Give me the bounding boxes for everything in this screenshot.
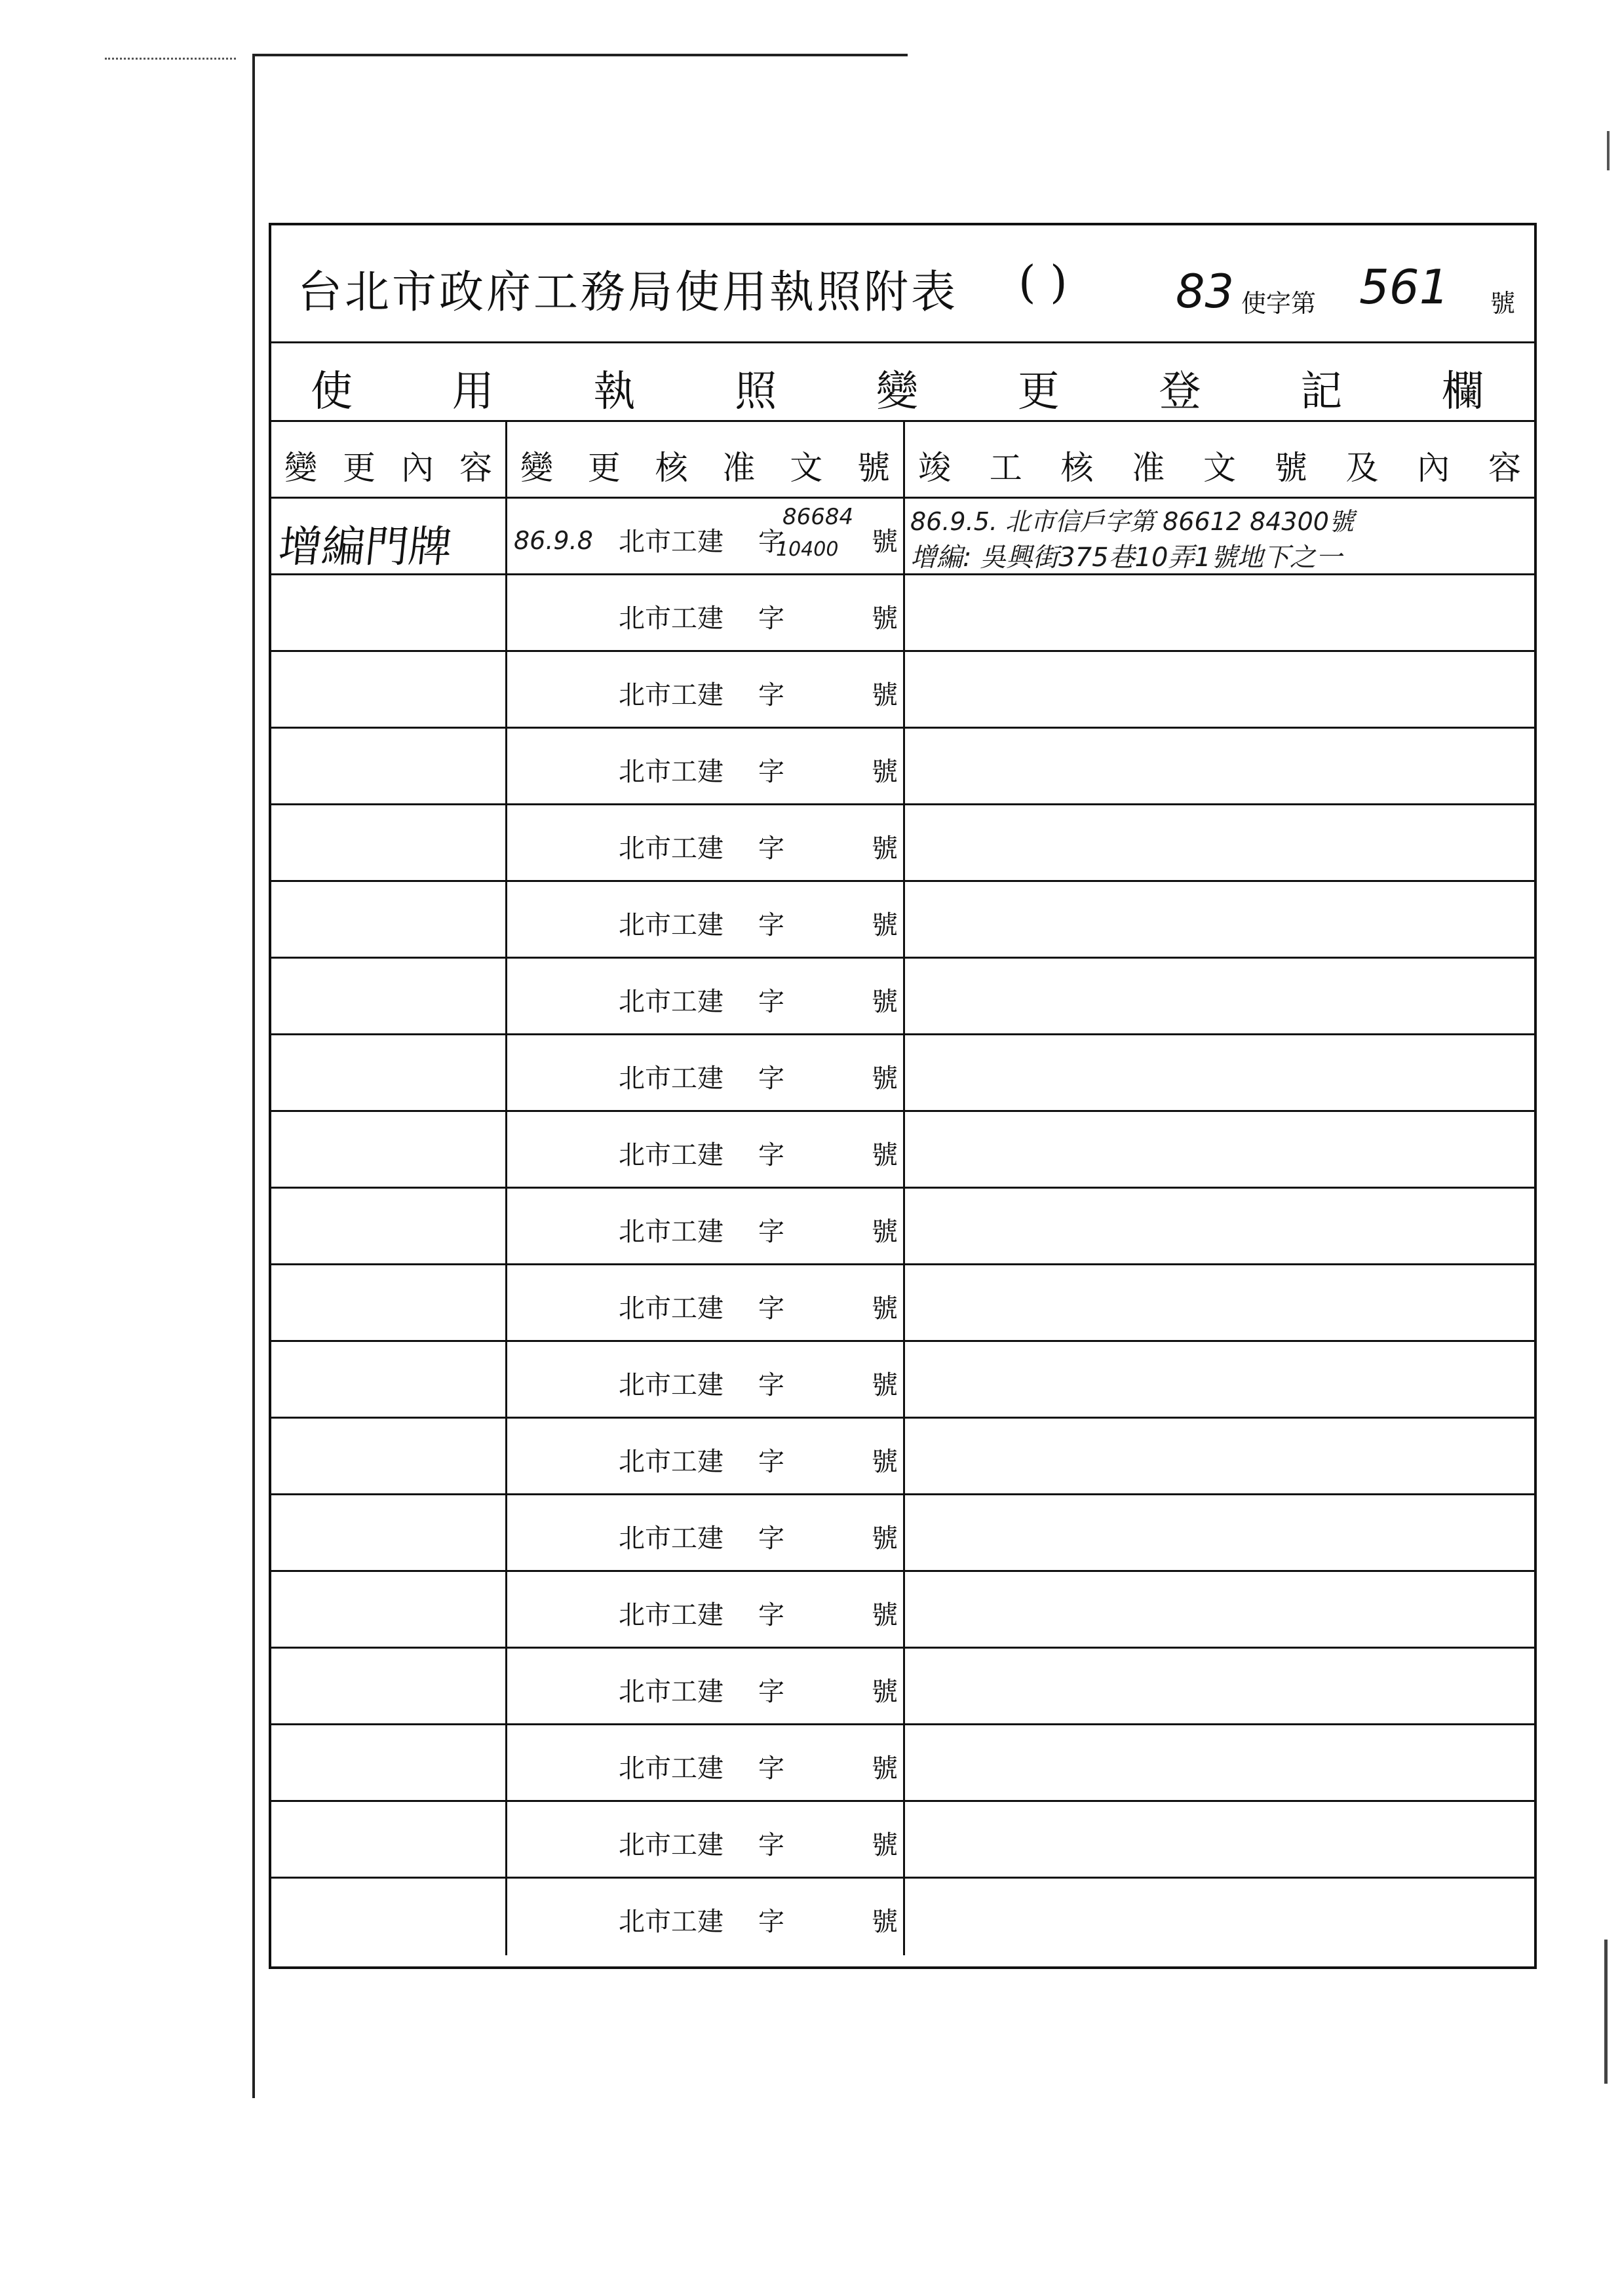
header-char: 准 xyxy=(1132,449,1165,487)
section-title-char: 照 xyxy=(735,368,777,416)
change-content-cell[interactable] xyxy=(271,1035,507,1110)
header-change-content xyxy=(271,422,507,497)
section-title-char: 變 xyxy=(876,368,918,416)
table-row xyxy=(271,1572,1534,1649)
completion-cell[interactable] xyxy=(905,1112,1534,1187)
completion-cell[interactable] xyxy=(905,575,1534,650)
change-content-cell[interactable] xyxy=(271,805,507,880)
header-char: 容 xyxy=(1488,449,1521,487)
table-row-first xyxy=(271,499,1534,575)
approval-zi: 字 xyxy=(758,603,784,634)
scan-artifact-right-top xyxy=(1607,131,1610,170)
table-row xyxy=(271,805,1534,882)
header-char: 文 xyxy=(1203,449,1236,487)
section-title-char: 執 xyxy=(593,368,636,416)
approval-no-cell[interactable] xyxy=(507,1572,905,1647)
approval-hao: 號 xyxy=(872,757,898,787)
approval-hao: 號 xyxy=(872,1830,898,1860)
header-char: 竣 xyxy=(918,449,951,487)
table-row xyxy=(271,1265,1534,1342)
completion-cell[interactable] xyxy=(905,1572,1534,1647)
header-char: 更 xyxy=(587,449,621,487)
handwritten-date: 86.9.8 xyxy=(514,526,593,555)
table-row xyxy=(271,575,1534,652)
approval-hao: 號 xyxy=(872,833,898,864)
approval-no-cell[interactable] xyxy=(507,1495,905,1570)
completion-cell[interactable] xyxy=(905,1802,1534,1877)
completion-cell[interactable] xyxy=(905,1035,1534,1110)
approval-hao: 號 xyxy=(872,1753,898,1784)
approval-hao: 號 xyxy=(872,680,898,710)
approval-prefix: 北市工建 xyxy=(619,757,723,787)
table-row xyxy=(271,652,1534,729)
approval-zi: 字 xyxy=(758,1677,784,1707)
completion-cell[interactable] xyxy=(905,652,1534,727)
handwritten-doc-no: 86684 xyxy=(782,504,854,530)
approval-prefix: 北市工建 xyxy=(619,1140,723,1170)
completion-cell[interactable] xyxy=(905,499,1534,573)
approval-hao: 號 xyxy=(872,1907,898,1937)
permit-hao-label: 號 xyxy=(1490,289,1516,318)
approval-zi: 字 xyxy=(758,1523,784,1554)
completion-cell[interactable] xyxy=(905,1725,1534,1800)
table-header xyxy=(271,422,1534,499)
change-content-cell[interactable] xyxy=(271,1189,507,1263)
approval-zi: 字 xyxy=(758,1140,784,1170)
approval-no-cell[interactable] xyxy=(507,1342,905,1417)
approval-prefix: 北市工建 xyxy=(619,987,723,1017)
approval-zi: 字 xyxy=(758,1907,784,1937)
header-char: 變 xyxy=(520,449,553,487)
change-content-cell[interactable] xyxy=(271,652,507,727)
approval-hao: 號 xyxy=(872,1217,898,1247)
section-title-char: 用 xyxy=(452,368,494,416)
handwritten-change-content: 增編門牌 xyxy=(276,522,455,572)
approval-zi: 字 xyxy=(758,1447,784,1477)
change-content-cell[interactable] xyxy=(271,1572,507,1647)
approval-zi: 字 xyxy=(758,1753,784,1784)
change-content-cell[interactable] xyxy=(271,1265,507,1340)
approval-no-cell[interactable] xyxy=(507,1189,905,1263)
approval-prefix: 北市工建 xyxy=(619,1753,723,1784)
approval-zi: 字 xyxy=(758,680,784,710)
table-row xyxy=(271,1879,1534,1955)
handwritten-doc-no-2: 10400 xyxy=(776,538,839,561)
approval-hao: 號 xyxy=(872,1523,898,1554)
header-char: 號 xyxy=(857,449,890,487)
header-char: 文 xyxy=(790,449,823,487)
approval-no-cell[interactable] xyxy=(507,652,905,727)
table-row xyxy=(271,1035,1534,1112)
change-content-cell[interactable] xyxy=(271,1495,507,1570)
approval-no-cell[interactable] xyxy=(507,1725,905,1800)
form-title-paren: ( ) xyxy=(1018,257,1068,309)
approval-prefix: 北市工建 xyxy=(619,1370,723,1400)
approval-prefix: 北市工建 xyxy=(619,1907,723,1937)
change-content-cell[interactable] xyxy=(271,1112,507,1187)
header-char: 核 xyxy=(1060,449,1094,487)
table-row xyxy=(271,1189,1534,1265)
table-row xyxy=(271,1802,1534,1879)
completion-cell[interactable] xyxy=(905,882,1534,957)
table-row xyxy=(271,959,1534,1035)
header-char: 號 xyxy=(1274,449,1307,487)
change-content-cell[interactable] xyxy=(271,1725,507,1800)
approval-hao: 號 xyxy=(872,1140,898,1170)
approval-prefix: 北市工建 xyxy=(619,1677,723,1707)
change-content-cell[interactable] xyxy=(271,1649,507,1723)
approval-hao: 號 xyxy=(872,1293,898,1324)
permit-year: 83 xyxy=(1176,265,1235,318)
approval-prefix: 北市工建 xyxy=(619,1063,723,1094)
approval-prefix: 北市工建 xyxy=(619,1523,723,1554)
scan-artifact-dashes xyxy=(105,58,236,60)
approval-prefix: 北市工建 xyxy=(619,680,723,710)
change-content-cell[interactable] xyxy=(271,882,507,957)
change-content-cell[interactable] xyxy=(271,499,507,573)
table-row xyxy=(271,1495,1534,1572)
approval-no-cell[interactable] xyxy=(507,1265,905,1340)
section-title-char: 登 xyxy=(1159,368,1201,416)
header-char: 核 xyxy=(655,449,688,487)
permit-zi-label: 使字第 xyxy=(1241,289,1317,318)
table-row xyxy=(271,882,1534,959)
change-content-cell[interactable] xyxy=(271,575,507,650)
approval-zi: 字 xyxy=(758,833,784,864)
approval-zi: 字 xyxy=(758,1217,784,1247)
section-title-char: 記 xyxy=(1300,368,1343,416)
approval-no-cell[interactable] xyxy=(507,882,905,957)
approval-no-cell[interactable] xyxy=(507,1649,905,1723)
completion-cell[interactable] xyxy=(905,959,1534,1033)
permit-number: 561 xyxy=(1359,259,1450,315)
subtitle-row xyxy=(271,343,1534,422)
approval-prefix: 北市工建 xyxy=(619,1600,723,1630)
completion-cell[interactable] xyxy=(905,805,1534,880)
approval-zi: 字 xyxy=(758,1063,784,1094)
approval-prefix: 北市工建 xyxy=(619,527,723,557)
section-title-char: 欄 xyxy=(1442,368,1484,416)
completion-cell[interactable] xyxy=(905,1189,1534,1263)
permit-form xyxy=(269,223,1537,1969)
header-char: 變 xyxy=(284,449,317,487)
section-title-char: 使 xyxy=(311,368,353,416)
form-title: 台北市政府工務局使用執照附表 xyxy=(298,267,959,318)
approval-prefix: 北市工建 xyxy=(619,833,723,864)
title-row xyxy=(271,225,1534,343)
approval-hao: 號 xyxy=(872,603,898,634)
approval-hao: 號 xyxy=(872,1370,898,1400)
approval-zi: 字 xyxy=(758,1370,784,1400)
header-char: 容 xyxy=(459,449,492,487)
approval-zi: 字 xyxy=(758,1830,784,1860)
header-completion xyxy=(905,422,1534,497)
approval-prefix: 北市工建 xyxy=(619,910,723,940)
approval-prefix: 北市工建 xyxy=(619,1293,723,1324)
table-row xyxy=(271,1649,1534,1725)
approval-prefix: 北市工建 xyxy=(619,603,723,634)
completion-cell[interactable] xyxy=(905,1495,1534,1570)
scan-artifact-right xyxy=(1604,1940,1608,2084)
completion-cell[interactable] xyxy=(905,1342,1534,1417)
approval-no-cell[interactable] xyxy=(507,1802,905,1877)
approval-hao: 號 xyxy=(872,1447,898,1477)
approval-hao: 號 xyxy=(872,910,898,940)
approval-prefix: 北市工建 xyxy=(619,1447,723,1477)
approval-no-cell[interactable] xyxy=(507,1035,905,1110)
change-content-cell[interactable] xyxy=(271,1342,507,1417)
approval-hao: 號 xyxy=(872,1063,898,1094)
approval-hao: 號 xyxy=(872,1677,898,1707)
header-approval-no xyxy=(507,422,905,497)
approval-no-cell[interactable] xyxy=(507,1419,905,1493)
approval-hao: 號 xyxy=(872,987,898,1017)
change-content-cell[interactable] xyxy=(271,1802,507,1877)
handwritten-completion-line1: 86.9.5. 北市信戶字第 86612 84300號 xyxy=(910,507,1354,536)
table-row xyxy=(271,1112,1534,1189)
completion-cell[interactable] xyxy=(905,1649,1534,1723)
header-char: 內 xyxy=(401,449,434,487)
change-content-cell[interactable] xyxy=(271,1419,507,1493)
change-register-table xyxy=(271,422,1534,1955)
binding-left-edge xyxy=(252,54,255,2098)
approval-hao: 號 xyxy=(872,527,898,557)
approval-prefix: 北市工建 xyxy=(619,1217,723,1247)
completion-cell[interactable] xyxy=(905,729,1534,803)
approval-zi: 字 xyxy=(758,910,784,940)
binding-top-edge xyxy=(252,54,908,56)
approval-no-cell[interactable] xyxy=(507,1112,905,1187)
approval-zi: 字 xyxy=(758,527,784,557)
handwritten-completion-line2: 增編: 吳興街375巷10弄1號地下之一 xyxy=(910,543,1342,573)
approval-no-cell[interactable] xyxy=(507,959,905,1033)
approval-no-cell[interactable] xyxy=(507,1879,905,1955)
approval-no-cell[interactable] xyxy=(507,729,905,803)
completion-cell[interactable] xyxy=(905,1265,1534,1340)
approval-zi: 字 xyxy=(758,757,784,787)
table-row xyxy=(271,1725,1534,1802)
table-row xyxy=(271,729,1534,805)
header-char: 工 xyxy=(989,449,1022,487)
approval-no-cell[interactable] xyxy=(507,575,905,650)
table-row xyxy=(271,1419,1534,1495)
completion-cell[interactable] xyxy=(905,1419,1534,1493)
approval-zi: 字 xyxy=(758,1600,784,1630)
approval-zi: 字 xyxy=(758,1293,784,1324)
approval-no-cell[interactable] xyxy=(507,499,905,573)
header-char: 內 xyxy=(1417,449,1450,487)
approval-prefix: 北市工建 xyxy=(619,1830,723,1860)
header-char: 及 xyxy=(1345,449,1379,487)
completion-cell[interactable] xyxy=(905,1879,1534,1955)
approval-no-cell[interactable] xyxy=(507,805,905,880)
header-char: 准 xyxy=(722,449,756,487)
approval-zi: 字 xyxy=(758,987,784,1017)
header-char: 更 xyxy=(343,449,376,487)
change-content-cell[interactable] xyxy=(271,1879,507,1955)
section-title-char: 更 xyxy=(1017,368,1060,416)
table-row xyxy=(271,1342,1534,1419)
approval-hao: 號 xyxy=(872,1600,898,1630)
section-title xyxy=(311,358,1484,418)
change-content-cell[interactable] xyxy=(271,959,507,1033)
change-content-cell[interactable] xyxy=(271,729,507,803)
